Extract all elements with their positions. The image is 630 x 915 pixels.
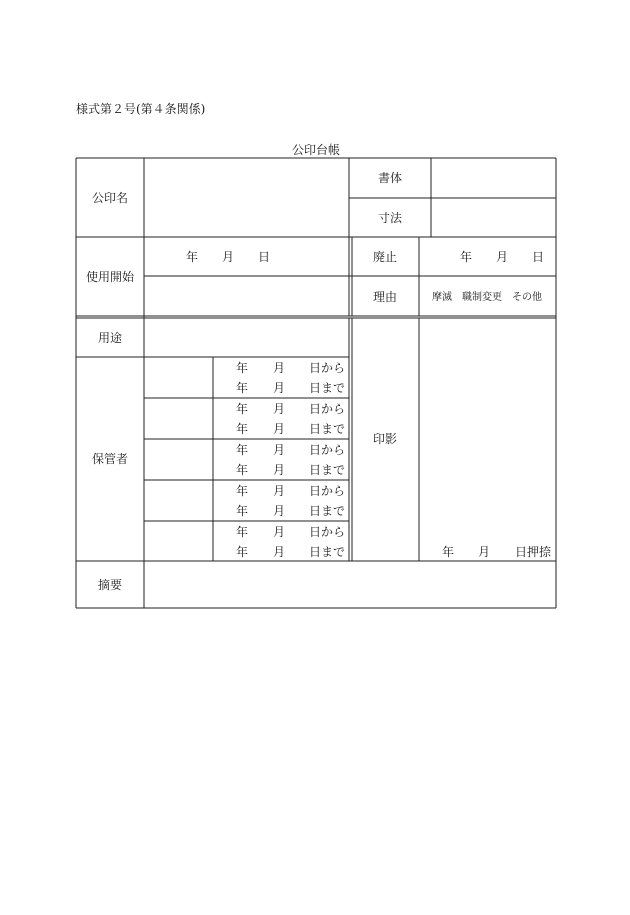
- period-from-month: 月: [272, 361, 286, 375]
- period-from-month: 月: [272, 402, 286, 416]
- period-to-year: 年: [235, 504, 249, 518]
- start-year-unit: 年: [185, 250, 199, 264]
- period-from-year: 年: [235, 484, 249, 498]
- period-from-year: 年: [235, 443, 249, 457]
- typeface-label: 書体: [377, 171, 403, 185]
- period-to-month: 月: [272, 422, 286, 436]
- period-to-month: 月: [272, 504, 286, 518]
- impression-year-unit: 年: [441, 545, 455, 559]
- abolition-month-unit: 月: [495, 250, 509, 264]
- period-to-day: 日まで: [308, 545, 345, 559]
- reason-options: 摩滅 職制変更 その他: [432, 292, 542, 303]
- period-from-month: 月: [272, 484, 286, 498]
- period-from-year: 年: [235, 402, 249, 416]
- period-from-year: 年: [235, 525, 249, 539]
- impression-month-unit: 月: [477, 545, 491, 559]
- period-to-year: 年: [235, 545, 249, 559]
- period-to-day: 日まで: [308, 422, 345, 436]
- period-from-day: 日から: [308, 443, 345, 457]
- seal-name-label: 公印名: [91, 191, 129, 205]
- period-to-month: 月: [272, 463, 286, 477]
- custodian-label: 保管者: [91, 452, 129, 466]
- size-label: 寸法: [377, 211, 403, 225]
- period-to-month: 月: [272, 381, 286, 395]
- start-use-label: 使用開始: [85, 270, 135, 284]
- purpose-label: 用途: [97, 331, 123, 345]
- period-from-day: 日から: [308, 402, 345, 416]
- period-to-year: 年: [235, 381, 249, 395]
- period-from-year: 年: [235, 361, 249, 375]
- reason-label: 理由: [372, 290, 398, 304]
- start-day-unit: 日: [257, 250, 271, 264]
- page-title: 公印台帳: [291, 143, 341, 157]
- abolition-day-unit: 日: [531, 250, 545, 264]
- period-from-day: 日から: [308, 525, 345, 539]
- period-to-month: 月: [272, 545, 286, 559]
- period-from-month: 月: [272, 443, 286, 457]
- seal-impression-label: 印影: [372, 432, 398, 446]
- period-to-day: 日まで: [308, 504, 345, 518]
- summary-label: 摘要: [97, 578, 123, 592]
- form-number: 様式第２号(第４条関係): [76, 102, 206, 116]
- period-from-day: 日から: [308, 361, 345, 375]
- abolition-year-unit: 年: [459, 250, 473, 264]
- abolition-label: 廃止: [372, 250, 398, 264]
- impression-stamped-day: 日押捺: [514, 545, 551, 559]
- period-from-month: 月: [272, 525, 286, 539]
- start-month-unit: 月: [221, 250, 235, 264]
- period-from-day: 日から: [308, 484, 345, 498]
- period-to-year: 年: [235, 422, 249, 436]
- period-to-year: 年: [235, 463, 249, 477]
- period-to-day: 日まで: [308, 463, 345, 477]
- period-to-day: 日まで: [308, 381, 345, 395]
